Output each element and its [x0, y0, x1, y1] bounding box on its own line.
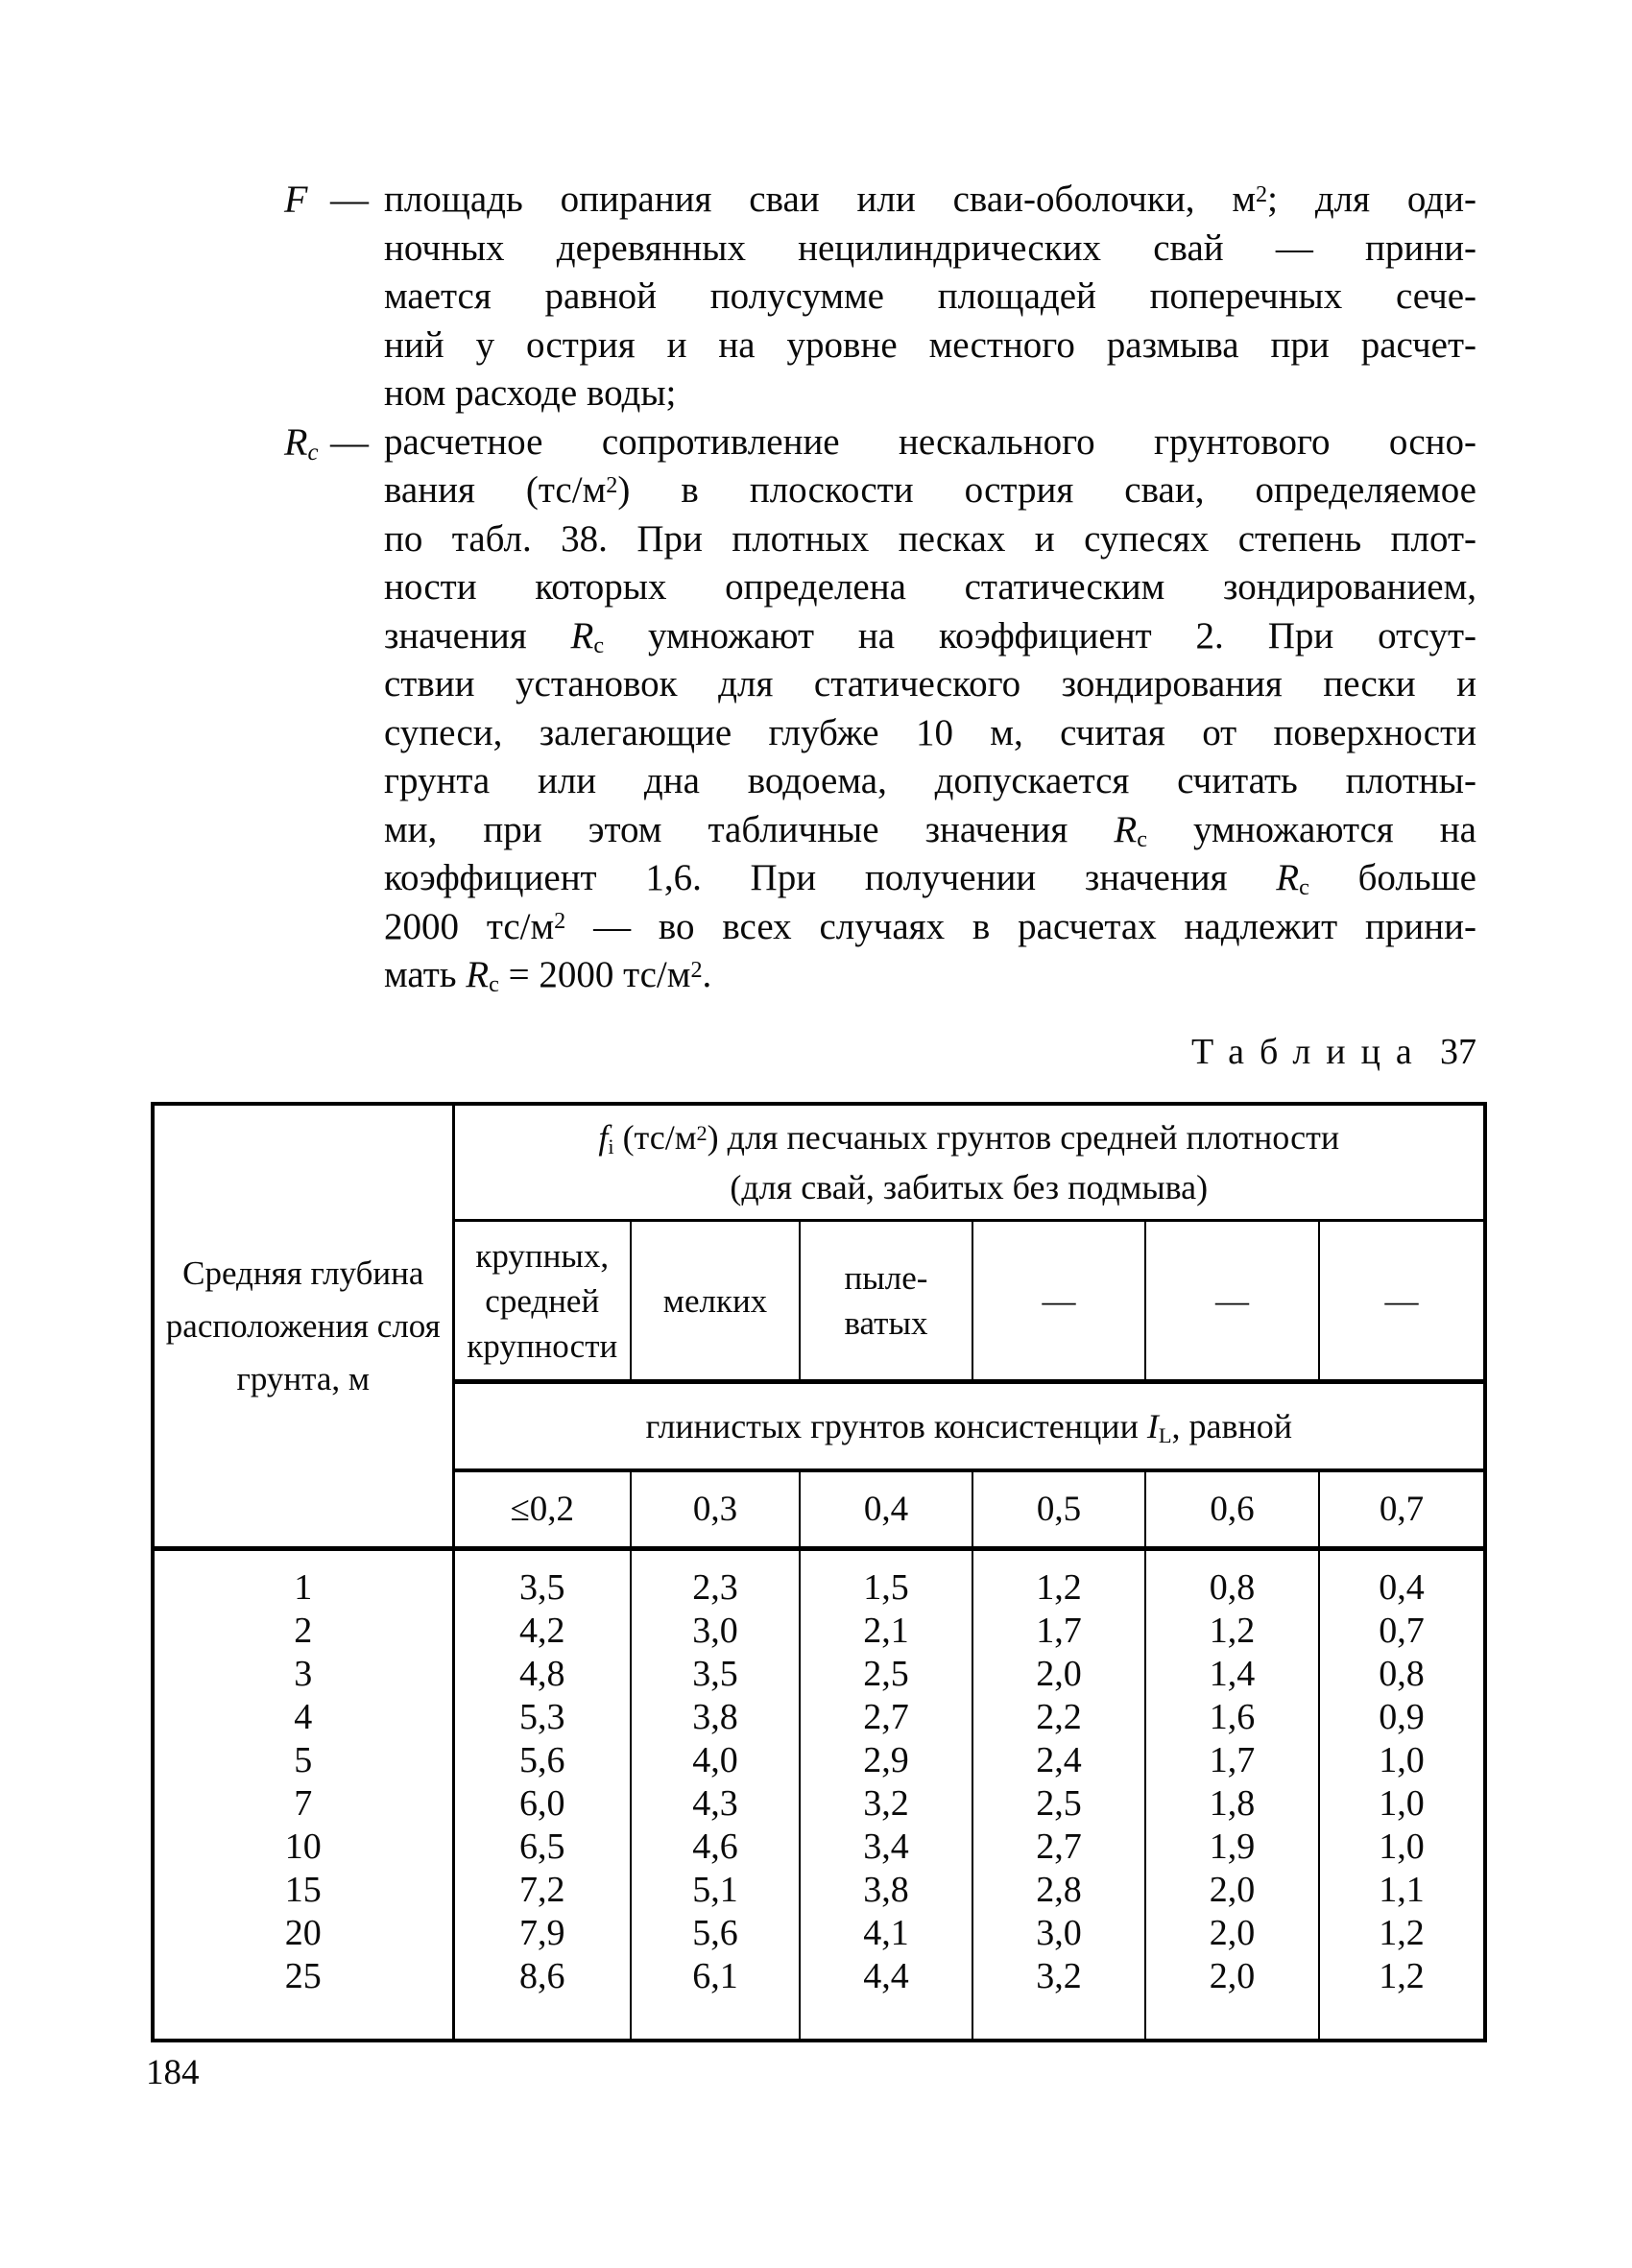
header-sandy-soils: $f_i$ $(тс/м^2)$ для песчаных грунтов средней плотности (для свай, забитых без подмыва)	[453, 1104, 1485, 1221]
table-caption-word: Таблица	[1190, 1032, 1428, 1072]
definition-term	[276, 176, 384, 225]
value-cell: 1,0	[1319, 1826, 1485, 1869]
definition-line: ности которых определена статическим зондированием,	[384, 566, 1476, 608]
table-row	[153, 1869, 1485, 1912]
value-cell: 5,6	[631, 1912, 800, 1955]
value-cell: 4,4	[800, 1955, 972, 2041]
value-cell: 3,0	[972, 1912, 1145, 1955]
header-il-05: 0,5	[972, 1470, 1145, 1549]
definition-item	[276, 176, 1476, 418]
value-cell: 4,8	[453, 1653, 631, 1696]
soil-resistance-table	[151, 1102, 1487, 2042]
value-cell: 1,6	[1145, 1696, 1319, 1739]
depth-cell: 3	[153, 1653, 453, 1696]
value-cell: 4,1	[800, 1912, 972, 1955]
value-cell: 7,2	[453, 1869, 631, 1912]
depth-cell: 7	[153, 1782, 453, 1826]
depth-cell: 5	[153, 1739, 453, 1782]
value-cell: 1,2	[1319, 1955, 1485, 2041]
depth-cell: 10	[153, 1826, 453, 1869]
value-cell: 3,5	[631, 1653, 800, 1696]
value-cell: 3,2	[972, 1955, 1145, 2041]
value-cell: 1,0	[1319, 1739, 1485, 1782]
value-cell: 3,5	[453, 1549, 631, 1611]
definition-symbol: F	[284, 178, 308, 221]
value-cell: 1,7	[972, 1610, 1145, 1653]
header-il-03: 0,3	[631, 1470, 800, 1549]
table-caption-number: 37	[1440, 1032, 1476, 1072]
value-cell: 5,1	[631, 1869, 800, 1912]
definition-line: коэффициент 1,6. При получении значения $R_с$ больше	[384, 857, 1476, 901]
definition-term	[276, 418, 384, 467]
value-cell: 2,5	[800, 1653, 972, 1696]
value-cell: 1,8	[1145, 1782, 1319, 1826]
value-cell: 7,9	[453, 1912, 631, 1955]
value-cell: 1,4	[1145, 1653, 1319, 1696]
value-cell: 4,6	[631, 1826, 800, 1869]
value-cell: 0,9	[1319, 1696, 1485, 1739]
value-cell: 2,0	[1145, 1869, 1319, 1912]
header-coarse: крупных, средней крупности	[453, 1221, 631, 1382]
table-row	[153, 1739, 1485, 1782]
definition-line: мать $R_с = 2000$ $тс/м^2$.	[384, 954, 712, 998]
definition-line: площадь опирания сваи или сваи-оболочки, $м^2$; для оди-	[384, 179, 1477, 220]
definition-line: вания $(тс/м^2)$ в плоскости острия сваи, определяемое	[384, 469, 1476, 511]
definition-line: ночных деревянных нецилиндрических свай — прини-	[384, 227, 1476, 269]
value-cell: 2,0	[972, 1653, 1145, 1696]
table-body	[153, 1549, 1485, 2041]
table-row	[153, 1782, 1485, 1826]
definition-line: грунта или дна водоема, допускается считать плотны-	[384, 760, 1476, 801]
definition-line: супеси, залегающие глубже 10 м, считая от поверхности	[384, 711, 1476, 753]
value-cell: 1,7	[1145, 1739, 1319, 1782]
header-dash-2: —	[1145, 1221, 1319, 1382]
depth-cell: 1	[153, 1549, 453, 1611]
value-cell: 2,7	[972, 1826, 1145, 1869]
value-cell: 3,8	[800, 1869, 972, 1912]
value-cell: 5,6	[453, 1739, 631, 1782]
definition-dash: —	[330, 178, 369, 221]
definition-line: расчетное сопротивление нескального грунтового осно-	[384, 420, 1476, 463]
header-il-02: ≤0,2	[453, 1470, 631, 1549]
value-cell: 3,8	[631, 1696, 800, 1739]
table-row	[153, 1912, 1485, 1955]
value-cell: 2,3	[631, 1549, 800, 1611]
definition-line: мается равной полусумме площадей поперечных сече-	[384, 275, 1476, 317]
value-cell: 6,1	[631, 1955, 800, 2041]
definition-line: по табл. 38. При плотных песках и супесях степень плот-	[384, 517, 1476, 560]
value-cell: 8,6	[453, 1955, 631, 2041]
page-number: 184	[146, 2053, 200, 2092]
table-row	[153, 1610, 1485, 1653]
definitions	[276, 176, 1476, 1000]
value-cell: 1,1	[1319, 1869, 1485, 1912]
value-cell: 1,0	[1319, 1782, 1485, 1826]
table-row	[153, 1653, 1485, 1696]
value-cell: 0,7	[1319, 1610, 1485, 1653]
definition-body	[384, 418, 1476, 1000]
table-row	[153, 1696, 1485, 1739]
definition-line: ствии установок для статического зондирования пески и	[384, 663, 1476, 704]
value-cell: 3,2	[800, 1782, 972, 1826]
header-il-04: 0,4	[800, 1470, 972, 1549]
header-dash-1: —	[972, 1221, 1145, 1382]
table-row	[153, 1549, 1485, 1611]
definition-line: значения $R_с$ умножают на коэффициент 2. При отсут-	[384, 614, 1476, 658]
header-depth-column: Средняя глубина расположения слоя грунта, м	[153, 1104, 453, 1549]
definition-line: ний у острия и на уровне местного размыва при расчет-	[384, 323, 1476, 366]
value-cell: 6,0	[453, 1782, 631, 1826]
value-cell: 1,9	[1145, 1826, 1319, 1869]
header-silty: пыле- ватых	[800, 1221, 972, 1382]
value-cell: 3,4	[800, 1826, 972, 1869]
header-fine: мелких	[631, 1221, 800, 1382]
table-caption	[1191, 1033, 1476, 1071]
depth-cell: 25	[153, 1955, 453, 2041]
value-cell: 0,4	[1319, 1549, 1485, 1611]
value-cell: 2,7	[800, 1696, 972, 1739]
value-cell: 4,0	[631, 1739, 800, 1782]
value-cell: 2,1	[800, 1610, 972, 1653]
header-il-07: 0,7	[1319, 1470, 1485, 1549]
depth-cell: 15	[153, 1869, 453, 1912]
value-cell: 1,2	[1145, 1610, 1319, 1653]
value-cell: 0,8	[1319, 1653, 1485, 1696]
definition-symbol: $R_с$	[284, 419, 319, 466]
header-dash-3: —	[1319, 1221, 1485, 1382]
definition-line: ном расходе воды;	[384, 372, 677, 414]
value-cell: 1,5	[800, 1549, 972, 1611]
value-cell: 2,5	[972, 1782, 1145, 1826]
value-cell: 4,2	[453, 1610, 631, 1653]
definition-body	[384, 176, 1476, 418]
table-row	[153, 1955, 1485, 2041]
header-il-06: 0,6	[1145, 1470, 1319, 1549]
value-cell: 2,8	[972, 1869, 1145, 1912]
value-cell: 2,2	[972, 1696, 1145, 1739]
table-row	[153, 1826, 1485, 1869]
value-cell: 5,3	[453, 1696, 631, 1739]
definition-dash: —	[330, 419, 369, 464]
value-cell: 6,5	[453, 1826, 631, 1869]
definition-line: 2000 $тс/м^2$ — во всех случаях в расчетах надлежит прини-	[384, 905, 1476, 947]
depth-cell: 20	[153, 1912, 453, 1955]
header-clay-soils: глинистых грунтов консистенции $I_L$, равной	[453, 1382, 1485, 1471]
value-cell: 2,0	[1145, 1955, 1319, 2041]
header-row-band1	[153, 1104, 1485, 1221]
value-cell: 1,2	[972, 1549, 1145, 1611]
value-cell: 0,8	[1145, 1549, 1319, 1611]
definition-item	[276, 418, 1476, 1000]
definition-line: ми, при этом табличные значения $R_с$ умножаются на	[384, 808, 1476, 852]
value-cell: 2,9	[800, 1739, 972, 1782]
depth-cell: 4	[153, 1696, 453, 1739]
depth-cell: 2	[153, 1610, 453, 1653]
value-cell: 3,0	[631, 1610, 800, 1653]
value-cell: 4,3	[631, 1782, 800, 1826]
value-cell: 1,2	[1319, 1912, 1485, 1955]
value-cell: 2,4	[972, 1739, 1145, 1782]
value-cell: 2,0	[1145, 1912, 1319, 1955]
